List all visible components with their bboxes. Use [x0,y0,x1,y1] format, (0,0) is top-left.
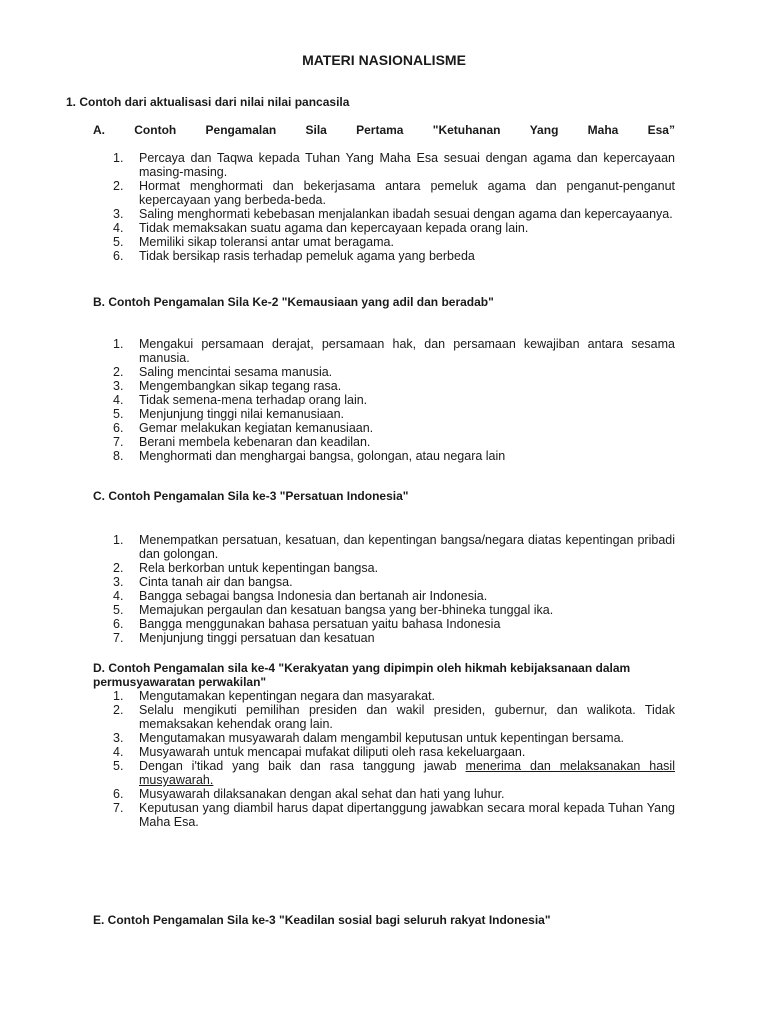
list-item: 6. Musyawarah dilaksanakan dengan akal sehat dan hati yang luhur. [113,787,505,801]
list-item: 3. Mengembangkan sikap tegang rasa. [113,379,342,393]
list-item: 1. Menempatkan persatuan, kesatuan, dan kepentingan bangsa/negara diatas kepentingan pribadi dan golongan. [113,533,675,561]
document-title: MATERI NASIONALISME [302,52,466,68]
heading-word: Maha [587,123,619,137]
list-item: 5. Memajukan pergaulan dan kesatuan bangsa yang ber-bhineka tunggal ika. [113,603,554,617]
section-b-heading: B. Contoh Pengamalan Sila Ke-2 "Kemausiaan yang adil dan beradab" [93,295,494,309]
list-item: 2. Selalu mengikuti pemilihan presiden dan wakil presiden, gubernur, dan walikota. Tidak memaksakan kehendak orang lain. [113,703,675,731]
list-item: 4. Musyawarah untuk mencapai mufakat diliputi oleh rasa kekeluargaan. [113,745,526,759]
heading-word: Pertama [356,123,404,137]
list-item: 3. Mengutamakan musyawarah dalam mengambil keputusan untuk kepentingan bersama. [113,731,625,745]
heading-word: A. [93,123,105,137]
list-item: 5. Memiliki sikap toleransi antar umat beragama. [113,235,394,249]
list-item: 5. Menjunjung tinggi nilai kemanusiaan. [113,407,344,421]
list-item: 8. Menghormati dan menghargai bangsa, golongan, atau negara lain [113,449,506,463]
section-e-heading: E. Contoh Pengamalan Sila ke-3 "Keadilan sosial bagi seluruh rakyat Indonesia" [93,913,551,927]
section-d-list [93,689,675,829]
heading-word: Pengamalan [205,123,277,137]
heading-word: Esa” [647,123,675,137]
list-item: 2. Hormat menghormati dan bekerjasama antara pemeluk agama dan penganut-penganut kepercayaan yang berbeda-beda. [113,179,675,207]
heading-word: "Ketuhanan [432,123,501,137]
list-item: 7. Berani membela kebenaran dan keadilan. [113,435,371,449]
list-item: 1. Mengakui persamaan derajat, persamaan hak, dan persamaan kewajiban antara sesama manusia. [113,337,675,365]
section-c-heading: C. Contoh Pengamalan Sila ke-3 "Persatuan Indonesia" [93,489,409,503]
list-item: 3. Cinta tanah air dan bangsa. [113,575,293,589]
list-item: 2. Saling mencintai sesama manusia. [113,365,333,379]
list-item: 4. Tidak memaksakan suatu agama dan kepercayaan kepada orang lain. [113,221,529,235]
heading-word: Yang [529,123,559,137]
list-item: 6. Bangga menggunakan bahasa persatuan yaitu bahasa Indonesia [113,617,501,631]
list-item: 4. Bangga sebagai bangsa Indonesia dan bertanah air Indonesia. [113,589,488,603]
list-item: 7. Menjunjung tinggi persatuan dan kesatuan [113,631,375,645]
heading-word: Sila [305,123,327,137]
list-item: 7. Keputusan yang diambil harus dapat dipertanggung jawabkan secara moral kepada Tuhan Yang Maha Esa. [113,801,675,829]
section-d-heading: D. Contoh Pengamalan sila ke-4 "Kerakyatan yang dipimpin oleh hikmah kebijaksanaan dalam permusyawaratan perwakilan" [93,661,631,689]
section-c-list [93,533,675,645]
list-item: 6. Tidak bersikap rasis terhadap pemeluk agama yang berbeda [113,249,475,263]
list-item: 1. Percaya dan Taqwa kepada Tuhan Yang Maha Esa sesuai dengan agama dan kepercayaan masing-masing. [113,151,675,179]
list-item: 4. Tidak semena-mena terhadap orang lain. [113,393,368,407]
section-a-list [93,151,675,263]
list-item: 5. Dengan i'tikad yang baik dan rasa tanggung jawab menerima dan melaksanakan hasil musyawarah. [113,759,675,787]
heading-word: Contoh [134,123,177,137]
list-item: 1. Mengutamakan kepentingan negara dan masyarakat. [113,689,436,703]
section-1-heading: 1. Contoh dari aktualisasi dari nilai nilai pancasila [66,95,350,109]
section-a-heading [93,123,675,137]
list-item: 3. Saling menghormati kebebasan menjalankan ibadah sesuai dengan agama dan kepercayaanya. [113,207,673,221]
list-item: 6. Gemar melakukan kegiatan kemanusiaan. [113,421,374,435]
list-item: 2. Rela berkorban untuk kepentingan bangsa. [113,561,379,575]
section-b-list [93,337,675,463]
underlined-text: menerima dan melaksanakan hasil musyawarah. [139,759,675,787]
